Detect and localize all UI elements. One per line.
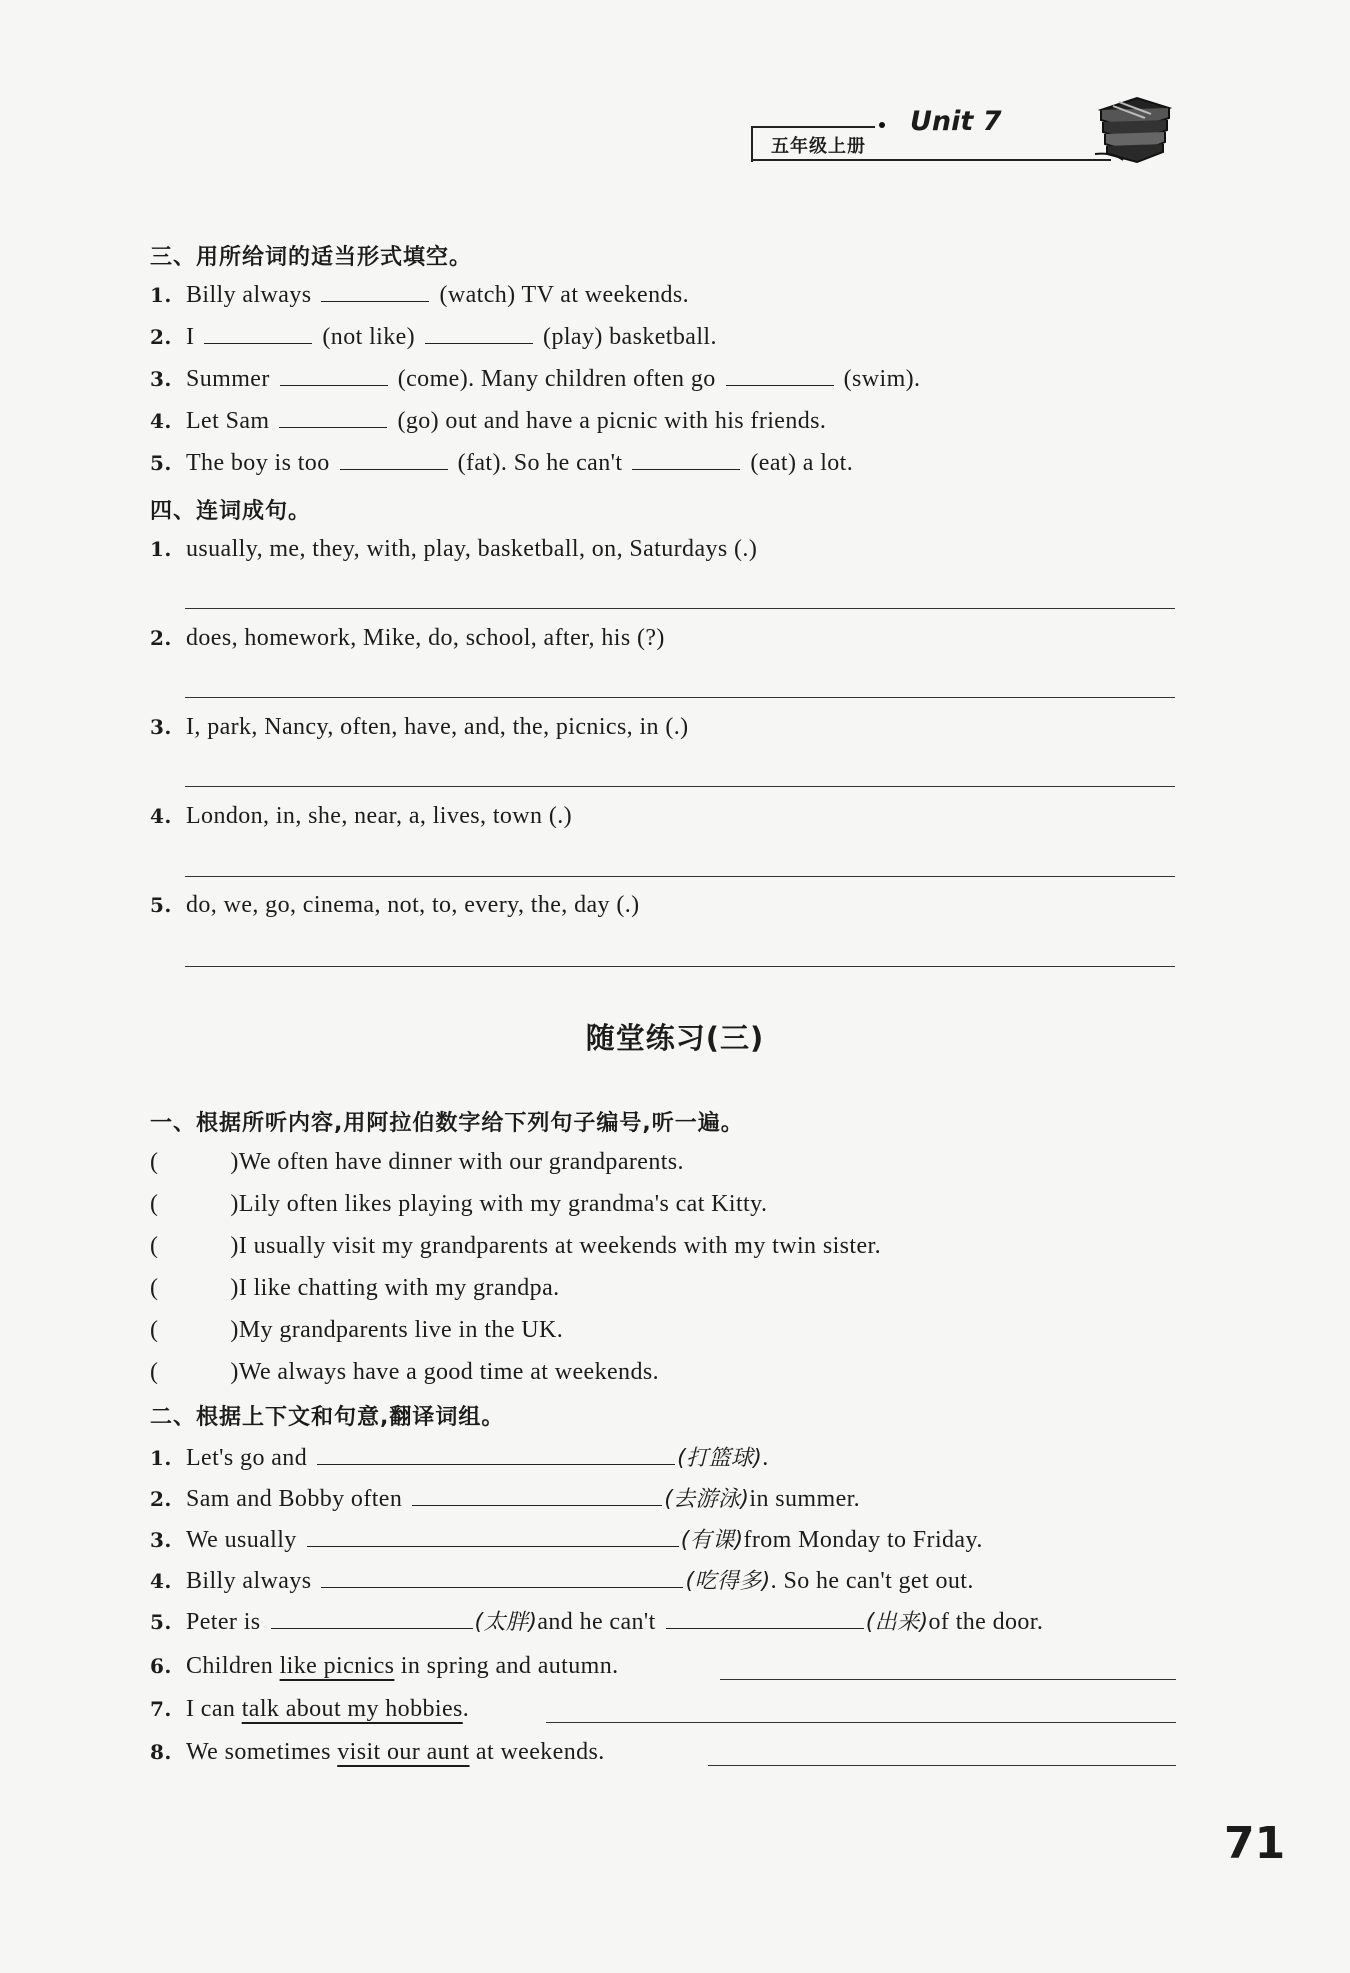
fill-blank[interactable] (340, 449, 448, 470)
item-number: 3. (150, 1528, 172, 1552)
p1-item (150, 1357, 659, 1387)
paren-open: ( (150, 1317, 159, 1343)
paren-open: ( (150, 1233, 159, 1259)
paren-close: ) (230, 1233, 239, 1259)
paren-close: ) (230, 1149, 239, 1175)
item-text: . (462, 1696, 470, 1722)
item-text: do, we, go, cinema, not, to, every, the, day (.) (186, 892, 640, 918)
section3-heading: 三、用所给词的适当形式填空。 (150, 245, 473, 270)
part1-heading: 一、根据所听内容,用阿拉伯数字给下列句子编号,听一遍。 (150, 1111, 744, 1136)
item-text: . So he can't get out. (770, 1568, 974, 1594)
header-dot (879, 122, 885, 128)
item-number: 5. (150, 1610, 172, 1634)
item-text: Billy always (186, 1568, 312, 1594)
answer-line[interactable] (546, 1722, 1176, 1723)
item-text: of the door. (928, 1609, 1044, 1635)
s3-item-4 (150, 406, 826, 436)
item-text: in spring and autumn. (400, 1653, 619, 1679)
item-number: 3. (150, 367, 172, 391)
underlined-phrase: visit our aunt (337, 1739, 470, 1765)
underlined-phrase: like picnics (279, 1653, 395, 1679)
item-text: (not like) (322, 324, 416, 350)
item-text: I (186, 324, 195, 350)
item-text: (go) out and have a picnic with his friends. (397, 408, 827, 434)
p1-item (150, 1189, 767, 1219)
p2-item-6 (150, 1651, 619, 1681)
item-text: Let's go and (186, 1445, 308, 1471)
p2-item-8 (150, 1737, 605, 1767)
s4-item-1 (150, 534, 757, 564)
fill-blank[interactable] (632, 449, 740, 470)
answer-line[interactable] (720, 1679, 1176, 1680)
chinese-hint: (吃得多) (685, 1569, 771, 1594)
item-number: 7. (150, 1697, 172, 1721)
grade-label: 五年级上册 (771, 136, 866, 157)
page-number: 71 (1224, 1818, 1286, 1869)
item-text: (come). Many children often go (397, 366, 716, 392)
paren-open: ( (150, 1149, 159, 1175)
item-text: The boy is too (186, 450, 330, 476)
item-number: 8. (150, 1740, 172, 1764)
chinese-hint: (打篮球) (677, 1446, 763, 1471)
item-text: (eat) a lot. (750, 450, 854, 476)
item-number: 1. (150, 283, 172, 307)
fill-blank[interactable] (726, 365, 834, 386)
item-text: at weekends. (475, 1739, 605, 1765)
chinese-hint: (去游泳) (664, 1487, 750, 1512)
lesson-title: 随堂练习(三) (585, 1021, 765, 1055)
s4-item-2 (150, 623, 665, 653)
fill-blank[interactable] (307, 1526, 679, 1547)
answer-line[interactable] (185, 608, 1175, 609)
fill-blank[interactable] (321, 1567, 683, 1588)
item-number: 4. (150, 409, 172, 433)
answer-line[interactable] (185, 876, 1175, 877)
item-text: Let Sam (186, 408, 270, 434)
p2-item-2 (150, 1484, 860, 1515)
fill-blank[interactable] (280, 365, 388, 386)
fill-blank[interactable] (271, 1608, 473, 1629)
item-text: Sam and Bobby often (186, 1486, 403, 1512)
item-text: from Monday to Friday. (743, 1527, 983, 1553)
p2-item-4 (150, 1566, 974, 1597)
item-text: My grandparents live in the UK. (238, 1317, 564, 1343)
unit-label: Unit 7 (910, 106, 1002, 137)
answer-line[interactable] (185, 786, 1175, 787)
item-number: 2. (150, 626, 172, 650)
item-text: (play) basketball. (543, 324, 717, 350)
item-text: Children (186, 1653, 274, 1679)
item-text: (watch) TV at weekends. (439, 282, 690, 308)
item-number: 5. (150, 893, 172, 917)
header-rule (751, 159, 1111, 161)
item-number: 4. (150, 1569, 172, 1593)
s4-item-3 (150, 712, 689, 742)
item-text: Lily often likes playing with my grandma's cat Kitty. (238, 1191, 768, 1217)
item-number: 2. (150, 1487, 172, 1511)
item-number: 1. (150, 537, 172, 561)
paren-close: ) (230, 1191, 239, 1217)
paren-close: ) (230, 1275, 239, 1301)
p2-item-7 (150, 1694, 469, 1724)
item-text: We often have dinner with our grandparents. (238, 1149, 684, 1175)
item-text: I like chatting with my grandpa. (238, 1275, 560, 1301)
p2-item-5 (150, 1607, 1043, 1638)
paren-open: ( (150, 1191, 159, 1217)
item-number: 6. (150, 1654, 172, 1678)
item-text: in summer. (749, 1486, 861, 1512)
s4-item-5 (150, 890, 640, 920)
answer-line[interactable] (708, 1765, 1176, 1766)
item-number: 1. (150, 1446, 172, 1470)
s3-item-3 (150, 364, 920, 394)
answer-line[interactable] (185, 697, 1175, 698)
item-text: London, in, she, near, a, lives, town (.) (186, 803, 573, 829)
item-number: 3. (150, 715, 172, 739)
p2-item-3 (150, 1525, 983, 1556)
section4-heading: 四、连词成句。 (150, 499, 312, 524)
fill-blank[interactable] (204, 323, 312, 344)
p2-item-1 (150, 1443, 769, 1474)
s3-item-2 (150, 322, 717, 352)
p1-item (150, 1231, 881, 1261)
chinese-hint: (出来) (865, 1610, 929, 1635)
item-text: I can (186, 1696, 236, 1722)
item-text: (fat). So he can't (457, 450, 623, 476)
part2-heading: 二、根据上下文和句意,翻译词组。 (150, 1405, 505, 1430)
fill-blank[interactable] (666, 1608, 864, 1629)
item-number: 5. (150, 451, 172, 475)
answer-line[interactable] (185, 966, 1175, 967)
item-text: We usually (186, 1527, 297, 1553)
fill-blank[interactable] (412, 1485, 662, 1506)
paren-close: ) (230, 1317, 239, 1343)
item-text: Billy always (186, 282, 312, 308)
s4-item-4 (150, 801, 572, 831)
fill-blank[interactable] (317, 1444, 675, 1465)
item-text: usually, me, they, with, play, basketball, on, Saturdays (.) (186, 536, 758, 562)
fill-blank[interactable] (425, 323, 533, 344)
p1-item (150, 1273, 560, 1303)
item-text: Summer (186, 366, 270, 392)
item-text: We sometimes (186, 1739, 331, 1765)
paren-open: ( (150, 1359, 159, 1385)
s3-item-5 (150, 448, 853, 478)
item-text: I, park, Nancy, often, have, and, the, picnics, in (.) (186, 714, 689, 740)
fill-blank[interactable] (279, 407, 387, 428)
item-number: 2. (150, 325, 172, 349)
item-text: does, homework, Mike, do, school, after, his (?) (186, 625, 665, 651)
chinese-hint: (太胖) (474, 1610, 538, 1635)
item-text: We always have a good time at weekends. (238, 1359, 660, 1385)
item-number: 4. (150, 804, 172, 828)
fill-blank[interactable] (321, 281, 429, 302)
p1-item (150, 1315, 563, 1345)
item-text: I usually visit my grandparents at weekends with my twin sister. (238, 1233, 881, 1259)
p1-item (150, 1147, 684, 1177)
books-icon (1093, 92, 1173, 164)
paren-open: ( (150, 1275, 159, 1301)
chinese-hint: (有课) (680, 1528, 744, 1553)
paren-close: ) (230, 1359, 239, 1385)
item-text: (swim). (843, 366, 921, 392)
item-text: and he can't (537, 1609, 656, 1635)
item-text: . (762, 1445, 769, 1471)
s3-item-1 (150, 280, 689, 310)
underlined-phrase: talk about my hobbies (241, 1696, 463, 1722)
item-text: Peter is (186, 1609, 261, 1635)
